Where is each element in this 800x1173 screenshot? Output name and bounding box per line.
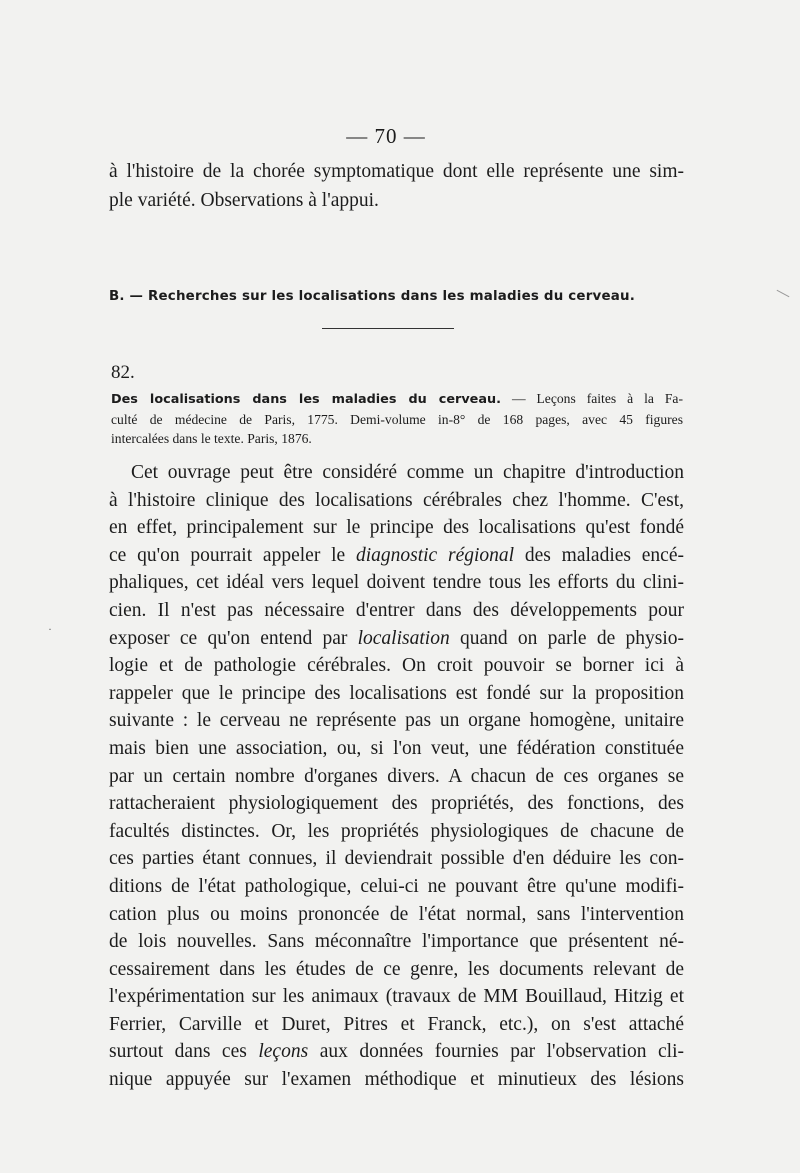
italic-term: leçons [258,1041,309,1063]
body-line: en effet, principalement sur le principe des localisations qu'est fondé [109,517,684,539]
body-line: facultés distinctes. Or, les propriétés physiologiques de chacune de [109,820,684,842]
entry-number: 82. [111,362,135,383]
citation-line: intercalées dans le texte. Paris, 1876. [111,431,312,446]
body-line: cessairement dans les études de ce genre, les documents relevant de [109,958,684,980]
body-line: à l'histoire clinique des localisations cérébrales chez l'homme. C'est, [109,489,684,511]
intro-line: à l'histoire de la chorée symptomatique dont elle représente une sim- [109,161,684,182]
margin-mark [777,290,790,297]
body-text: ce qu'on pourrait appeler le [109,544,356,566]
body-line: rappeler que le principe des localisations est fondé sur la proposition [109,682,684,704]
citation-line [111,389,683,410]
citation-text: — Leçons faites à la Fa- [500,391,683,406]
body-line: mais bien une association, ou, si l'on veut, une fédération constituée [109,737,684,759]
body-line [109,1038,684,1066]
italic-term: localisation [357,627,450,649]
body-line: de lois nouvelles. Sans méconnaître l'importance que présentent né- [109,931,684,953]
body-text: quand on parle de physio- [449,627,684,649]
margin-dot: · [48,622,52,636]
body-line: ces parties étant connues, il deviendrait possible d'en déduire les con- [109,848,684,870]
body-line: cien. Il n'est pas nécessaire d'entrer dans des développements pour [109,599,684,621]
body-text: aux données fournies par l'observation cli- [308,1041,685,1063]
citation-line: culté de médecine de Paris, 1775. Demi-volume in-8° de 168 pages, avec 45 figures [111,411,683,427]
body-line: Ferrier, Carville et Duret, Pitres et Franck, etc.), on s'est attaché [109,1013,684,1035]
body-line: ditions de l'état pathologique, celui-ci ne pouvant être qu'une modifi- [109,875,684,897]
entry-title: Des localisations dans les maladies du cerveau. [111,392,501,407]
body-text: des maladies encé- [514,544,684,566]
body-line [109,625,684,653]
body-line: cation plus ou moins prononcée de l'état normal, sans l'intervention [109,903,684,925]
section-divider [322,328,454,329]
body-line: phaliques, cet idéal vers lequel doivent tendre tous les efforts du clini- [109,572,684,594]
body-line: logie et de pathologie cérébrales. On croit pouvoir se borner ici à [109,655,684,677]
body-line: par un certain nombre d'organes divers. A chacun de ces organes se [109,765,684,787]
body-line: nique appuyée sur l'examen méthodique et minutieux des lésions [109,1069,684,1091]
page-number: — 70 — [346,124,426,148]
entry-citation [111,389,683,449]
body-paragraph [109,459,684,1094]
body-line: rattacheraient physiologiquement des propriétés, des fonctions, des [109,793,684,815]
body-text: surtout dans ces [109,1041,259,1063]
body-line: suivante : le cerveau ne représente pas un organe homogène, unitaire [109,710,684,732]
body-line [109,542,684,570]
body-line: l'expérimentation sur les animaux (travaux de MM Bouillaud, Hitzig et [109,986,684,1008]
section-heading: B. — Recherches sur les localisations dans les maladies du cerveau. [109,289,635,304]
body-text: exposer ce qu'on entend par [109,627,358,649]
intro-paragraph [109,157,684,215]
intro-line: ple variété. Observations à l'appui. [109,190,379,211]
italic-term: diagnostic régional [355,544,515,566]
body-line: Cet ouvrage peut être considéré comme un chapitre d'introduction [131,462,684,483]
